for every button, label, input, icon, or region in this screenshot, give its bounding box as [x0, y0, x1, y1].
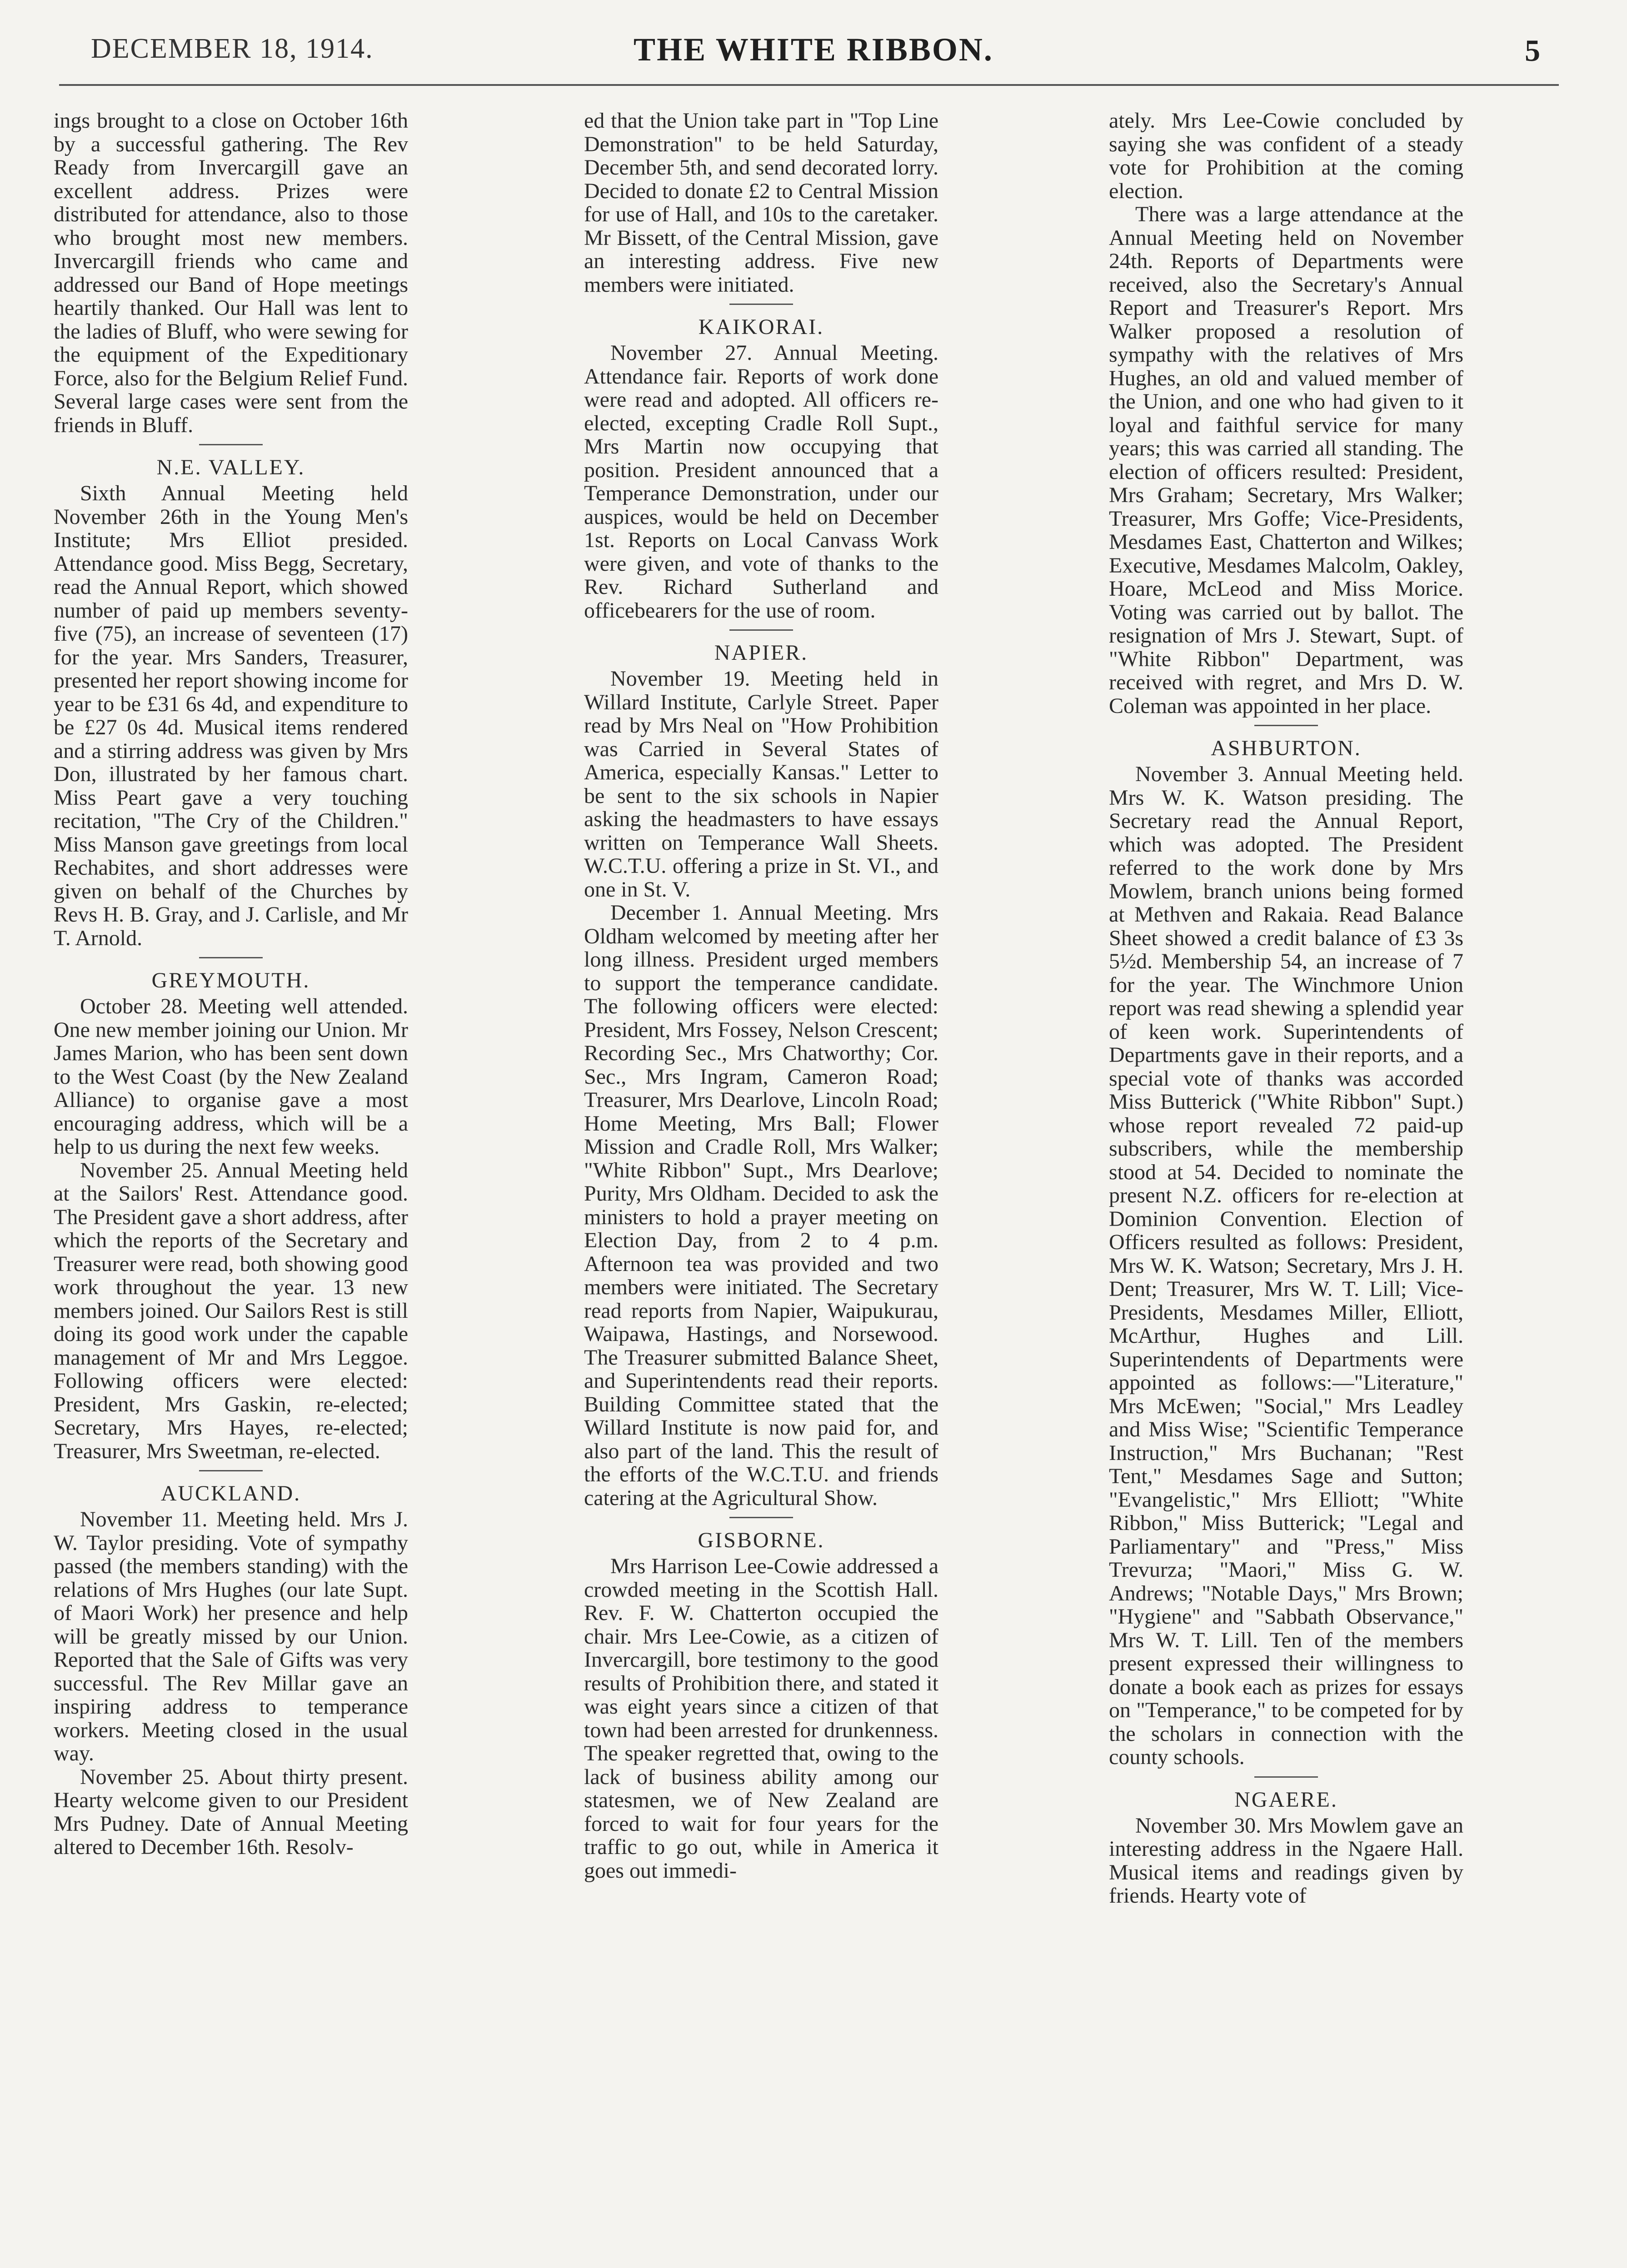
section-divider — [1254, 1776, 1318, 1778]
paragraph: November 25. About thirty present. Hearty welcome given to our President Mrs Pudney. Date of Annual Meeting altered to December 16th. Resolv- — [54, 1765, 408, 1859]
page-header — [0, 0, 1627, 91]
section-divider — [729, 629, 793, 631]
section-heading: N.E. VALLEY. — [156, 455, 305, 479]
section-heading: GREYMOUTH. — [151, 968, 310, 992]
paragraph: November 25. Annual Meeting held at the Sailors' Rest. Attendance good. The President gave a short address, after which the reports of the Secretary and Treasurer were read, both showing good work throughout the year. 13 new members joined. Our Sailors Rest is still doing its good work under the capable management of Mr and Mrs Leggoe. Following officers were elected: President, Mrs Gaskin, re-elected; Secretary, Mrs Hayes, re-elected; Treasurer, Mrs Sweetman, re-elected. — [54, 1158, 408, 1463]
column-2 — [584, 109, 938, 2245]
section-divider — [199, 444, 263, 445]
paragraph: ately. Mrs Lee-Cowie concluded by saying she was confident of a steady vote for Prohibition at the coming election. — [1109, 109, 1463, 203]
paragraph: ed that the Union take part in "Top Line Demonstration" to be held Saturday, December 5th, and send decorated lorry. Decided to donate £2 to Central Mission for use of Hall, and 10s to the caretaker. Mr Bissett, of the Central Mission, gave an interesting address. Five new members were initiated. — [584, 109, 938, 297]
paragraph: November 3. Annual Meeting held. Mrs W. K. Watson presiding. The Secretary read the Annual Report, which was adopted. The President referred to the work done by Mrs Mowlem, branch unions being formed at Methven and Rakaia. Read Balance Sheet showed a credit balance of £3 3s 5½d. Membership 54, an increase of 7 for the year. The Winchmore Union report was read shewing a splendid year of keen work. Superintendents of Departments gave in their reports, and a special vote of thanks was accorded Miss Butterick ("White Ribbon" Supt.) whose report revealed 72 paid-up subscribers, while the membership stood at 54. Decided to nominate the present N.Z. officers for re-election at Dominion Convention. Election of Officers resulted as follows: President, Mrs W. K. Watson; Secretary, Mrs J. H. Dent; Treasurer, Mrs W. T. Lill; Vice-Presidents, Mesdames Miller, Elliott, McArthur, Hughes and Lill. Superintendents of Departments were appointed as follows:—"Literature," Mrs McEwen; "Social," Mrs Leadley and Miss Wise; "Scientific Temperance Instruction," Mrs Buchanan; "Rest Tent," Mesdames Sage and Sutton; "Evangelistic," Mrs Elliott; "White Ribbon," Miss Butterick; "Legal and Parliamentary" and "Press," Miss Trevurza; "Maori," Miss G. W. Andrews; "Notable Days," Mrs Brown; "Hygiene" and "Sabbath Observance," Mrs W. T. Lill. Ten of the members present expressed their willingness to donate a book each as prizes for essays on "Temperance," to be competed for by the scholars in connection with the county schools. — [1109, 762, 1463, 1769]
newspaper-title: THE WHITE RIBBON. — [634, 31, 993, 68]
paragraph: ings brought to a close on October 16th by a successful gathering. The Rev Ready from Invercargill gave an excellent address. Prizes were distributed for attendance, also to those who brought most new members. Invercargill friends who came and addressed our Band of Hope meetings heartily thanked. Our Hall was lent to the ladies of Bluff, who were sewing for the equipment of the Expeditionary Force, also for the Belgium Relief Fund. Several large cases were sent from the friends in Bluff. — [54, 109, 408, 437]
paragraph: October 28. Meeting well attended. One new member joining our Union. Mr James Marion, who has been sent down to the West Coast (by the New Zealand Alliance) to organise gave a most encouraging address, which will be a help to us during the next few weeks. — [54, 994, 408, 1159]
column-3 — [1109, 109, 1463, 2245]
paragraph: November 27. Annual Meeting. Attendance fair. Reports of work done were read and adopted. All officers re-elected, excepting Cradle Roll Supt., Mrs Martin now occupying that position. President announced that a Temperance Demonstration, under our auspices, would be held on December 1st. Reports on Local Canvass Work were given, and vote of thanks to the Rev. Richard Sutherland and officebearers for the use of room. — [584, 341, 938, 623]
paragraph: Sixth Annual Meeting held November 26th in the Young Men's Institute; Mrs Elliot presided. Attendance good. Miss Begg, Secretary, read the Annual Report, which showed number of paid up members seventy-five (75), an increase of seventeen (17) for the year. Mrs Sanders, Treasurer, presented her report showing income for year to be £31 6s 4d, and expenditure to be £27 0s 4d. Musical items rendered and a stirring address was given by Mrs Don, illustrated by her famous chart. Miss Peart gave a very touching recitation, "The Cry of the Children." Miss Manson gave greetings from local Rechabites, and short addresses were given on behalf of the Churches by Revs H. B. Gray, and J. Carlisle, and Mr T. Arnold. — [54, 481, 408, 950]
paragraph: November 11. Meeting held. Mrs J. W. Taylor presiding. Vote of sympathy passed (the members standing) with the relations of Mrs Hughes (our late Supt. of Maori Work) her presence and help will be greatly missed by our Union. Reported that the Sale of Gifts was very successful. The Rev Millar gave an inspiring address to temperance workers. Meeting closed in the usual way. — [54, 1507, 408, 1765]
section-heading: GISBORNE. — [698, 1528, 825, 1552]
section-heading: AUCKLAND. — [160, 1481, 301, 1505]
paragraph: November 19. Meeting held in Willard Institute, Carlyle Street. Paper read by Mrs Neal on "How Prohibition was Carried in Several States of America, especially Kansas." Letter to be sent to the six schools in Napier asking the headmasters to have essays written on Temperance Wall Sheets. W.C.T.U. offering a prize in St. VI., and one in St. V. — [584, 667, 938, 902]
section-heading: NGAERE. — [1234, 1787, 1338, 1812]
section-divider — [729, 1517, 793, 1518]
page-number: 5 — [1525, 33, 1540, 68]
paragraph: There was a large attendance at the Annual Meeting held on November 24th. Reports of Departments were received, also the Secretary's Annual Report and Treasurer's Report. Mrs Walker proposed a resolution of sympathy with the relatives of Mrs Hughes, an old and valued member of the Union, and one who had given to it loyal and faithful service for many years; this was carried all standing. The election of officers resulted: President, Mrs Graham; Secretary, Mrs Walker; Treasurer, Mrs Goffe; Vice-Presidents, Mesdames East, Chatterton and Wilkes; Executive, Mesdames Malcolm, Oakley, Hoare, McLeod and Miss Morice. Voting was carried out by ballot. The resignation of Mrs J. Stewart, Supt. of "White Ribbon" Department, was received with regret, and Mrs D. W. Coleman was appointed in her place. — [1109, 202, 1463, 718]
paragraph: Mrs Harrison Lee-Cowie addressed a crowded meeting in the Scottish Hall. Rev. F. W. Chatterton occupied the chair. Mrs Lee-Cowie, as a citizen of Invercargill, bore testimony to the good results of Prohibition there, and stated it was eight years since a citizen of that town had been arrested for drunkenness. The speaker regretted that, owing to the lack of business ability among our statesmen, we of New Zealand are forced to wait for four years for the traffic to go out, while in America it goes out immedi- — [584, 1554, 938, 1883]
section-heading: KAIKORAI. — [698, 315, 824, 339]
paragraph: December 1. Annual Meeting. Mrs Oldham welcomed by meeting after her long illness. President urged members to support the temperance candidate. The following officers were elected: President, Mrs Fossey, Nelson Crescent; Recording Sec., Mrs Chatworthy; Cor. Sec., Mrs Ingram, Cameron Road; Treasurer, Mrs Dearlove, Lincoln Road; Home Meeting, Mrs Ball; Flower Mission and Cradle Roll, Mrs Walker; "White Ribbon" Supt., Mrs Dearlove; Purity, Mrs Oldham. Decided to ask the ministers to hold a prayer meeting on Election Day, from 2 to 4 p.m. Afternoon tea was provided and two members were initiated. The Secretary read reports from Napier, Waipukurau, Waipawa, Hastings, and Norsewood. The Treasurer submitted Balance Sheet, and Superintendents read their reports. Building Committee stated that the Willard Institute is now paid for, and also part of the land. This the result of the efforts of the W.C.T.U. and friends catering at the Agricultural Show. — [584, 901, 938, 1510]
section-divider — [1254, 725, 1318, 726]
section-divider — [199, 1470, 263, 1471]
section-heading: NAPIER. — [714, 641, 809, 665]
section-divider — [199, 957, 263, 958]
section-divider — [729, 304, 793, 305]
paragraph: November 30. Mrs Mowlem gave an interesting address in the Ngaere Hall. Musical items and readings given by friends. Hearty vote of — [1109, 1813, 1463, 1908]
issue-date: DECEMBER 18, 1914. — [91, 33, 374, 64]
header-rule — [59, 84, 1559, 86]
section-heading: ASHBURTON. — [1211, 736, 1362, 760]
column-1 — [54, 109, 408, 2245]
